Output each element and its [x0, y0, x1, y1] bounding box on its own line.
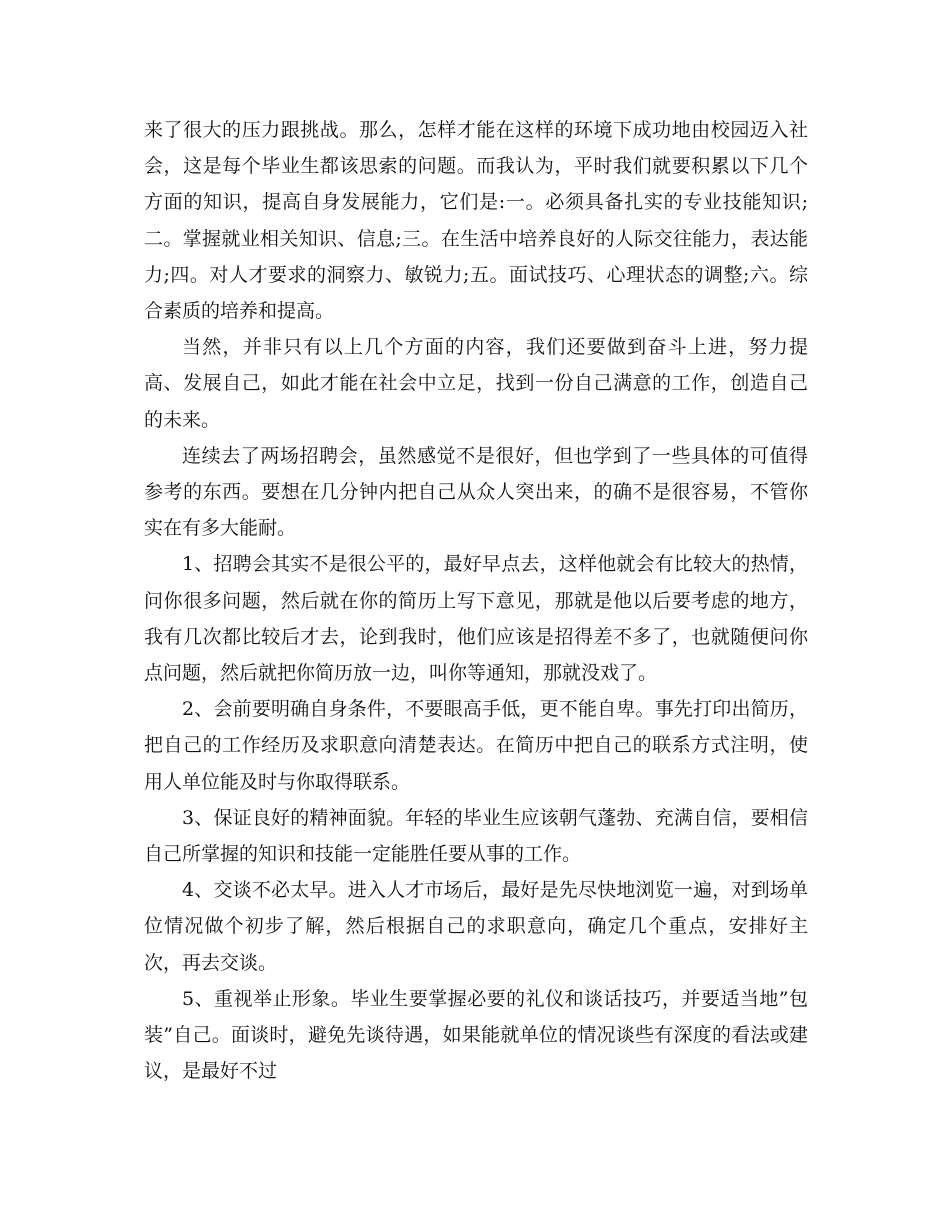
paragraph-tip-3: 3、保证良好的精神面貌。年轻的毕业生应该朝气蓬勃、充满自信，要相信自己所掌握的知识和技能一定能胜任要从事的工作。 — [144, 806, 808, 866]
paragraph-job-fair-intro: 连续去了两场招聘会，虽然感觉不是很好，但也学到了一些具体的可值得参考的东西。要想在几分钟内把自己从众人突出来，的确不是很容易，不管你实在有多大能耐。 — [144, 444, 808, 540]
paragraph-tip-4: 4、交谈不必太早。进入人才市场后，最好是先尽快地浏览一遍，对到场单位情况做个初步了解，然后根据自己的求职意向，确定几个重点，安排好主次，再去交谈。 — [144, 879, 808, 974]
paragraph-continuation: 来了很大的压力跟挑战。那么，怎样才能在这样的环境下成功地由校园迈入社会，这是每个毕业生都该思索的问题。而我认为，平时我们就要积累以下几个方面的知识，提高自身发展能力，它们是:一。必须具备扎实的专业技能知识;二。掌握就业相关知识、信息;三。在生活中培养良好的人际交往能力，表达能力;四。对人才要求的洞察力、敏锐力;五。面试技巧、心理状态的调整;六。综合素质的培养和提高。 — [144, 119, 808, 323]
paragraph-self-development: 当然，并非只有以上几个方面的内容，我们还要做到奋斗上进，努力提高、发展自己，如此才能在社会中立足，找到一份自己满意的工作，创造自己的未来。 — [144, 336, 808, 431]
paragraph-tip-2: 2、会前要明确自身条件，不要眼高手低，更不能自卑。事先打印出简历，把自己的工作经历及求职意向清楚表达。在简历中把自己的联系方式注明，使用人单位能及时与你取得联系。 — [144, 698, 808, 793]
document-body — [144, 112, 808, 1089]
paragraph-tip-1: 1、招聘会其实不是很公平的，最好早点去，这样他就会有比较大的热情，问你很多问题，然后就在你的简历上写下意见，那就是他以后要考虑的地方，我有几次都比较后才去，论到我时，他们应该是招得差不多了，也就随便问你点问题，然后就把你简历放一边，叫你等通知，那就没戏了。 — [144, 553, 808, 685]
paragraph-tip-5: 5、重视举止形象。毕业生要掌握必要的礼仪和谈话技巧，并要适当地”包装”自己。面谈时，避免先谈待遇，如果能就单位的情况谈些有深度的看法或建议，是最好不过 — [144, 987, 808, 1083]
